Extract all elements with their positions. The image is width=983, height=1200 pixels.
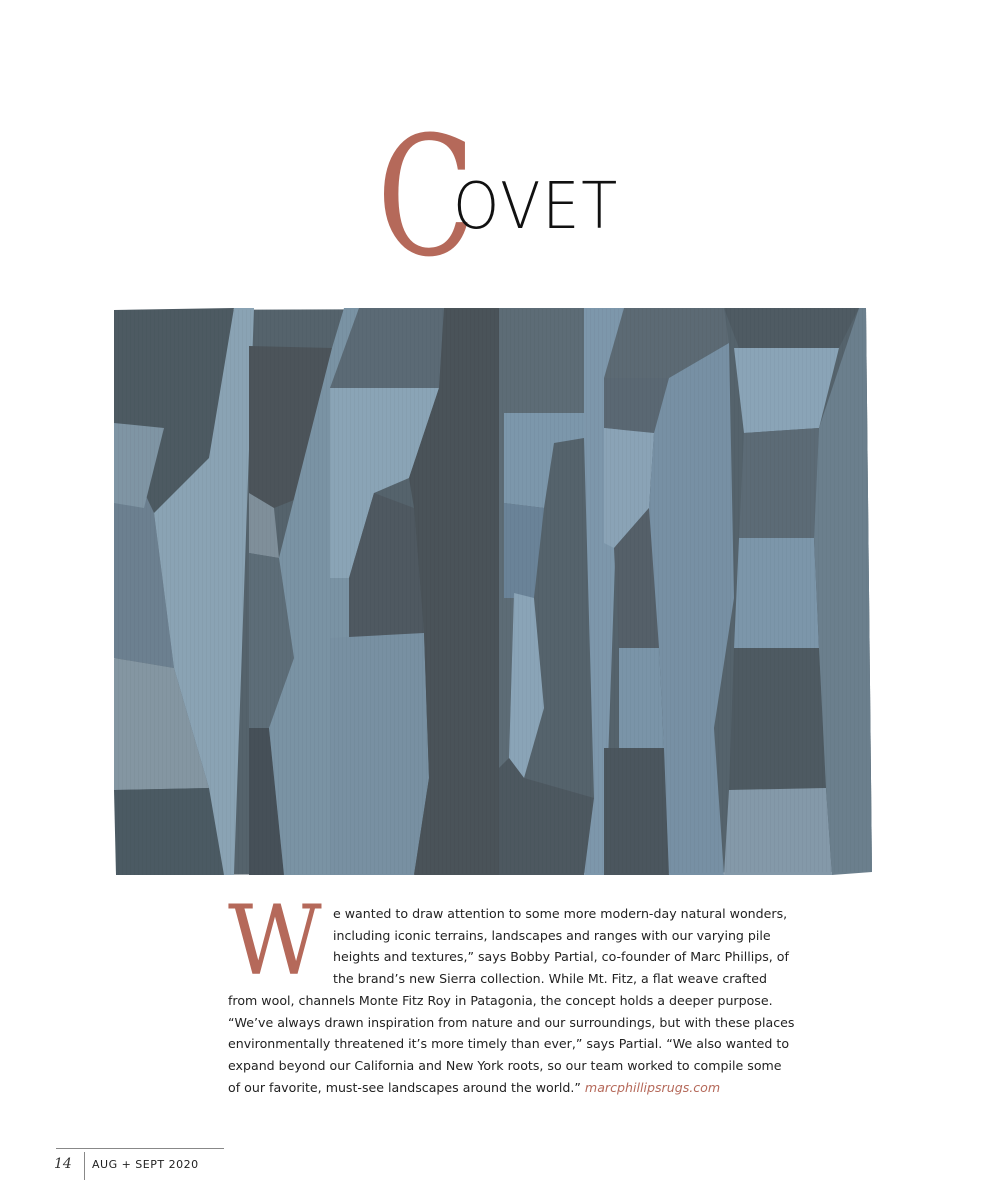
drop-cap: W [228, 885, 322, 997]
title-rest: OVET [453, 170, 620, 244]
footer-rule [56, 1148, 224, 1149]
page-title [0, 101, 983, 293]
article-line: “We’ve always drawn inspiration from nature and our surroundings, but with these places [228, 1014, 795, 1030]
issue-date: AUG + SEPT 2020 [92, 1158, 199, 1171]
page-number: 14 [54, 1156, 72, 1172]
article-line: of our favorite, must-see landscapes around the world.” [228, 1079, 581, 1095]
article-line: from wool, channels Monte Fitz Roy in Patagonia, the concept holds a deeper purpose. [228, 992, 773, 1008]
title-initial: C [376, 101, 476, 293]
article-line: e wanted to draw attention to some more modern-day natural wonders, [333, 906, 788, 921]
rug-photo [114, 308, 872, 875]
website-link[interactable]: marcphillipsrugs.com [584, 1079, 721, 1095]
article-line: expand beyond our California and New York roots, so our team worked to compile some [228, 1057, 782, 1073]
article-body [228, 885, 795, 1098]
article-line: environmentally threatened it’s more timely than ever,” says Partial. “We also wanted to [228, 1036, 790, 1052]
article-last-line [228, 1077, 784, 1099]
article-line: heights and textures,” says Bobby Partial, co-founder of Marc Phillips, of [333, 949, 789, 965]
footer-divider [84, 1152, 85, 1180]
article-line: including iconic terrains, landscapes and ranges with our varying pile [333, 927, 771, 943]
article-line: the brand’s new Sierra collection. While Mt. Fitz, a flat weave crafted [333, 971, 768, 987]
